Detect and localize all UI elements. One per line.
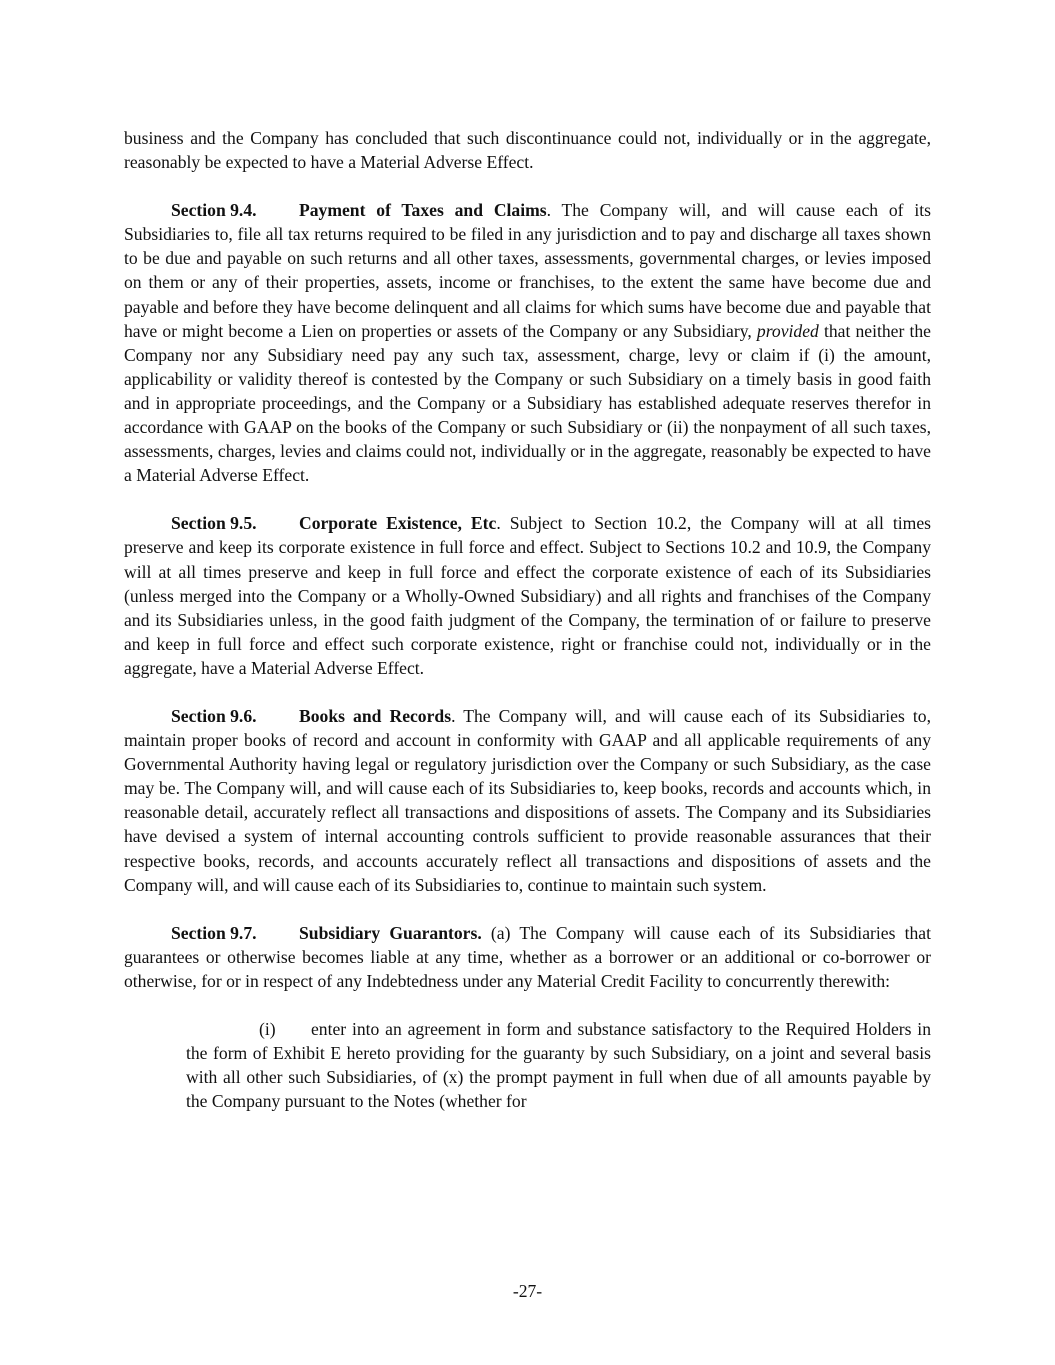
continuation-paragraph: business and the Company has concluded that such discontinuance could not, individually or in the aggregate, reasonably be expected to have a Material Adverse Effect. — [124, 128, 931, 173]
section-number: Section 9.5. — [171, 513, 257, 534]
section-number: Section 9.6. — [171, 705, 257, 726]
section-title: Payment of Taxes and Claims — [299, 200, 547, 221]
section-9-5 — [124, 511, 931, 680]
section-9-7 — [124, 921, 931, 993]
section-body: . The Company will, and will cause each of its Subsidiaries to, maintain proper books of record and account in conformity with GAAP and all applicable requirements of any Governmental Authority having legal or regulatory jurisdiction over the Company or such Subsidiary, as the case may be. The Company will, and will cause each of its Subsidiaries to, keep books, records and accounts which, in reasonable detail, accurately reflect all transactions and dispositions of assets. The Company and its Subsidiaries have devised a system of internal accounting controls sufficient to provide reasonable assurances that their respective books, records, and accounts accurately reflect all transactions and dispositions of assets and the Company will, and will cause each of its Subsidiaries to, continue to maintain such system. — [124, 705, 931, 895]
section-9-6 — [124, 704, 931, 897]
section-body: . Subject to Section 10.2, the Company will at all times preserve and keep its corporate existence in full force and effect. Subject to Sections 10.2 and 10.9, the Company will at all times preserve and keep in full force and effect the corporate existence of each of its Subsidiaries (unless merged into the Company or a Wholly-Owned Subsidiary) and all rights and franchises of the Company and its Subsidiaries unless, in the good faith judgment of the Company, the termination of or failure to preserve and keep in full force and effect such corporate existence, right or franchise could not, individually or in the aggregate, have a Material Adverse Effect. — [124, 513, 931, 678]
subsection-label: (i) — [259, 1019, 276, 1039]
section-title: Corporate Existence, Etc — [299, 513, 497, 534]
emphasis-provided: provided — [756, 320, 819, 341]
section-body: . The Company will, and will cause each of its Subsidiaries to, file all tax returns required to be filed in any jurisdiction and to pay and discharge all taxes shown to be due and payable on such returns and all other taxes, assessments, governmental charges, or levies imposed on them or any of their properties, assets, income or franchises, to the extent the same have become due and payable and before they have become delinquent and all claims for which sums have become due and payable that have or might become a Lien on properties or assets of the Company or any Subsidiary, — [124, 200, 931, 341]
section-number: Section 9.4. — [171, 200, 257, 221]
section-title: Books and Records — [299, 705, 452, 726]
subsection-body: enter into an agreement in form and substance satisfactory to the Required Holders in the form of Exhibit E hereto providing for the guaranty by such Subsidiary, on a joint and several basis with all other such Subsidiaries, of (x) the prompt payment in full when due of all amounts payable by the Company pursuant to the Notes (whether for — [186, 1019, 931, 1112]
subsection-i — [186, 1017, 931, 1113]
document-page — [124, 126, 931, 1113]
section-number: Section 9.7. — [171, 922, 257, 943]
section-9-4 — [124, 198, 931, 487]
page-number: -27- — [512, 1281, 543, 1301]
section-body: (a) The Company will cause each of its Subsidiaries that guarantees or otherwise becomes liable at any time, whether as a borrower or an additional or co-borrower or otherwise, for or in respect of any Indebtedness under any Material Credit Facility to concurrently therewith: — [124, 922, 931, 991]
section-body-continued: that neither the Company nor any Subsidiary need pay any such tax, assessment, charge, levy or claim if (i) the amount, applicability or validity thereof is contested by the Company or such Subsidiary on a timely basis in good faith and in appropriate proceedings, and the Company or a Subsidiary has established adequate reserves therefor in accordance with GAAP on the books of the Company or such Subsidiary or (ii) the nonpayment of all such taxes, assessments, charges, levies and claims could not, individually or in the aggregate, reasonably be expected to have a Material Adverse Effect. — [124, 320, 931, 486]
section-title: Subsidiary Guarantors. — [299, 922, 482, 943]
